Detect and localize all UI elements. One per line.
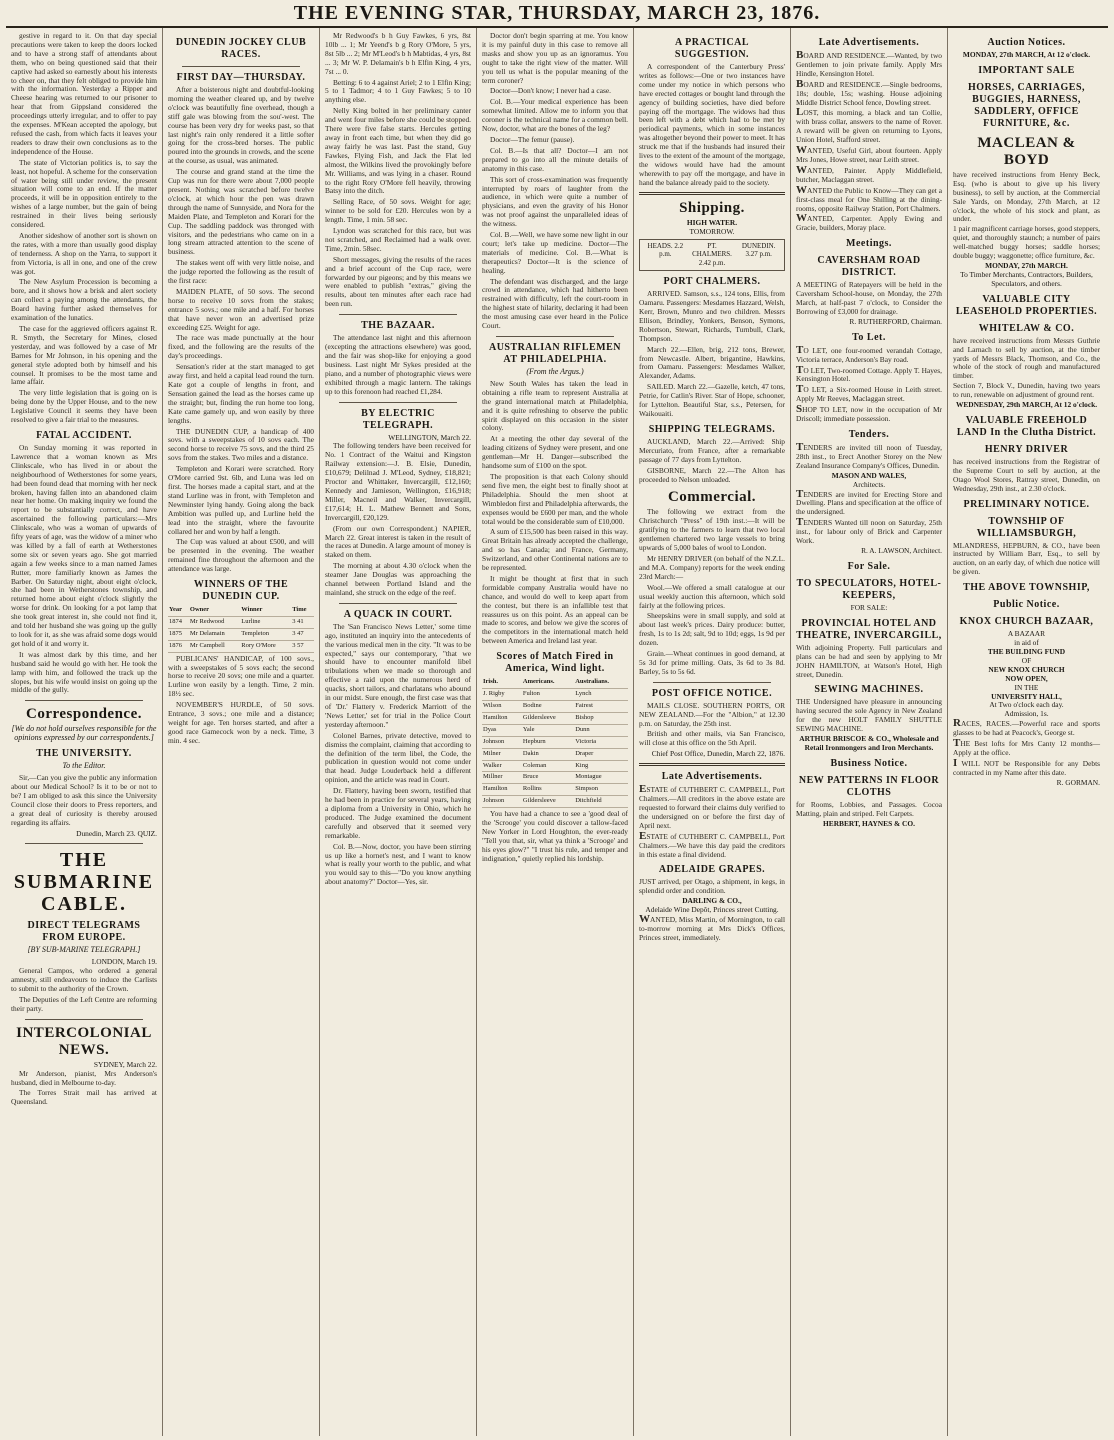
university-to: To the Editor. bbox=[62, 761, 106, 771]
cable-article: General Campos, who ordered a general amnesty, still endeavours to induce the Carlists to submit to the authority of the Crown. The Deputies of the Left Centre are reforming their party. bbox=[11, 966, 157, 1013]
adelaide-heading: ADELAIDE GRAPES. bbox=[658, 864, 766, 876]
business-heading: Business Notice. bbox=[830, 757, 908, 769]
post-office-sign: Chief Post Office, Dunedin, March 22, 1876. bbox=[651, 749, 785, 759]
hotel-heading: TO SPECULATORS, HOTEL-KEEPERS, bbox=[796, 577, 942, 601]
cable-heading: THE SUBMARINE CABLE. bbox=[13, 849, 155, 916]
university-heading: THE UNIVERSITY. bbox=[36, 748, 132, 760]
column-6 bbox=[791, 28, 948, 1436]
cable-subheading: DIRECT TELEGRAMS FROM EUROPE. bbox=[27, 920, 141, 944]
telegraph-heading: BY ELECTRIC TELEGRAPH. bbox=[361, 407, 435, 431]
whitelaw-ad: have received instructions from Messrs Guthrie and Larnach to sell by auction, at the timber yards of Messrs Black, Thomson, and Co., the whole of the stock of rough and manufactured timber. Section 7, Block V., Dunedin, having two years to run, renewable on adjustment of ground rent. bbox=[953, 335, 1100, 400]
scores-col-irish: Irish. bbox=[482, 677, 522, 688]
cable-dateline: LONDON, March 19. bbox=[91, 957, 157, 967]
sewing-ad: THE Undersigned have pleasure in announcing having secured the sole Agency in New Zealand for the new HOLT FAMILY SHUTTLE SEWING MACHINE. bbox=[796, 697, 942, 734]
public-notice-heading: Public Notice. bbox=[993, 599, 1060, 611]
tenders-heading: Tenders. bbox=[848, 429, 890, 440]
winners-heading: WINNERS OF THE DUNEDIN CUP. bbox=[193, 579, 289, 603]
important-sale: IMPORTANT SALE bbox=[978, 64, 1075, 76]
knox-line-10: Admission, 1s. bbox=[1004, 709, 1049, 719]
winners-table: Year Owner Winner Time 1874 Mr Redwood Lurline 3 41 1875 Mr Delamain Templeton 3 47 1876 Mr Campbell Rory O'More 3 57 bbox=[168, 605, 314, 653]
column-4 bbox=[477, 28, 634, 1436]
tenders-ads-2: TENDERS are invited for Erecting Store and Dwelling. Plans and specification at the office of the undersigned. TENDERS Wanted till noon on Saturday, 25th inst., for labour only of Brick and Carpenter Work. bbox=[796, 487, 942, 546]
knox-line-5: NEW KNOX CHURCH bbox=[988, 664, 1065, 674]
bazaar-article: The attendance last night and this afternoon (excepting the attractions elsewhere) was good, and the fair was shop-like for enjoying a good business. Last night Mr Sykes presided at the piano, and a number of photographic views were exhibited through a magic lantern. The takings up to this forenoon had reached £1,284. bbox=[325, 333, 471, 396]
scores-col-australians: Australians. bbox=[574, 677, 628, 688]
freehold-heading: VALUABLE FREEHOLD LAND In the Clutha District. bbox=[956, 414, 1097, 438]
port-heading: PORT CHALMERS. bbox=[663, 276, 761, 288]
column-1 bbox=[6, 28, 163, 1436]
adelaide-address: Adelaide Wine Depôt, Princes street Cutting. bbox=[645, 905, 779, 915]
knox-line-1: A BAZAAR bbox=[1007, 629, 1046, 639]
tender-sign: R. A. LAWSON, Architect. bbox=[861, 545, 942, 555]
australian-article: New South Wales has taken the lead in obtaining a rifle team to represent Australia at the grand international match at Philadelphia, and it is quite refreshing to observe the public spirit displayed on this occasion in the sister colony. At a meeting the other day several of the leading citizens of Sydney were present, and one gentleman—Mr H. Danger—subscribed the handsome sum of £100 on the spot. The proposition is that each Colony should send five men, the eight best to finally shoot at Philadelphia. Should the men shoot at Wimbledon first and Philadelphia afterwards, the expenses would be £600 per man, and the whole total would be the considerable sum of £10,000. A sum of £15,500 has been raised in this way. Great Britain has already accepted the challenge, and so has Canada; and France, Germany, Switzerland, and other Continental nations are to be represented. It might be thought at first that in such formidable company Australia would have no chance, and would do well to keep apart from the contest, but there is an infallible test that reassures us on this point. As an appeal can be made to scores, and below we give the scores of the competitors in the international match held between America and Ireland last year. bbox=[482, 378, 628, 646]
above-township: THE ABOVE TOWNSHIP, bbox=[963, 582, 1090, 594]
tide-subheading: TOMORROW. bbox=[689, 226, 735, 236]
port-article: ARRIVED. Samson, s.s., 124 tons, Ellis, from Oamaru. Passengers: Mesdames Hazzard, Welsh, Kerr, Brown, Munro and two children. Messrs Ellison, Brindley, Yonkers, Benson, Symons, Robertson, Stewart, Richards, Turnbull, Clark, Thompson. March 22.—Ellen, brig, 212 tons, Brewer, from Newcastle. Albert, brigantine, Hawkins, from Oamaru. Passengers: Mesdames Walker, Alexander, Adams. SAILED. March 22.—Gazelle, ketch, 47 tons, Petrie, for Catlin's River. Star of Hope, schooner, for Lyttelton. Beautiful Star, s.s., Petersen, for Waikouaiti. bbox=[639, 289, 785, 418]
correspondence-heading: Correspondence. bbox=[26, 706, 142, 723]
shipping-heading: Shipping. bbox=[679, 199, 745, 216]
to-let-ads: TO LET, one four-roomed verandah Cottage, Victoria terrace, Anderson's Bay road. TO LET, Two-roomed Cottage. Apply T. Hayes, Kensington Hotel. TO LET, a Six-roomed House in Leith street. Apply Mr Reeves, Maclaggan street. SHOP TO LET, now in the occupation of Mr Driscoll; immediate possession. bbox=[796, 343, 942, 424]
post-office-heading: POST OFFICE NOTICE. bbox=[651, 687, 773, 699]
knox-line-8: UNIVERSITY HALL, bbox=[991, 691, 1062, 701]
suggestion-article: A correspondent of the Canterbury Press' writes as follows:—One or two instances have come under my notice in which persons who have erected cottages or bought land through the agency of building societies, have died before paying off the mortgage. The widows had thus been left with a debt which had to be met by periodical payments, which in some instances was altogether beyond their power to meet. It has struck me that if the husbands had insured their lives to the extent of the amount of the mortgage, the widows would have had the amount wherewith to pay off the mortgage, and have in hand the balance already paid to the society. bbox=[639, 62, 785, 187]
tide-dunedin: DUNEDIN. 3.27 p.m. bbox=[741, 241, 776, 259]
tide-port-chalmers: PT. CHALMERS. 2.42 p.m. bbox=[692, 241, 732, 268]
races-subheading: FIRST DAY—THURSDAY. bbox=[176, 72, 306, 83]
university-letter: Sir,—Can you give the public any information about our Medical School? Is it to be or not to be? I am obliged to ask this since the University Council close their doors to Press reporters, and a great deal of curiosity is thereby aroused regarding its affairs. bbox=[11, 773, 157, 827]
adelaide-firm: DARLING & CO., bbox=[682, 896, 742, 906]
post-office-notice: MAILS CLOSE. SOUTHERN PORTS, OR NEW ZEALAND.—For the "Albion," at 12.30 p.m. on Saturday, the 25th inst. British and other mails, via San Francisco, will close at this office on the 5th April. bbox=[639, 700, 785, 748]
business-ad: for Rooms, Lobbies, and Passages. Cocoa Matting, plain and striped. Felt Carpets. bbox=[796, 799, 942, 818]
adelaide-ad: JUST arrived, per Otago, a shipment, in kegs, in splendid order and condition. bbox=[639, 877, 785, 896]
whitelaw-name: WHITELAW & CO. bbox=[978, 322, 1075, 334]
hotel-name: PROVINCIAL HOTEL AND THEATRE, INVERCARGILL, bbox=[796, 617, 942, 641]
tender-firm: MASON AND WALES, bbox=[831, 470, 907, 480]
knox-line-4: OF bbox=[1021, 655, 1032, 665]
wanted-ad: WANTED, Miss Martin, of Mornington, to call to-morrow morning at Mrs Dick's Offices, Princes street, immediately. bbox=[639, 913, 785, 942]
quack-heading: A QUACK IN COURT. bbox=[343, 608, 453, 620]
quack-article: The 'San Francisco News Letter,' some time ago, instituted an inquiry into the antecedents of the various medical men in the city. "It was to be expected," says our contemporary, "that we should have to encounter manifold libel tribulations when we made so thorough and effective a raid upon the numerous herd of quacks, short tailors, and charlatans who abound in our midst. Sure enough, the first case was that of 'Dr.' Flattery v. Frederick Marriott of the 'News Letter,' set for trial in the Police Court yesterday afternoon." Colonel Barnes, private detective, moved to dismiss the complaint, claiming that according to the definition of the term libel, the Code, the publication in question would not come under that head. Judge Louderback held a different opinion, and the article was read in Court. Dr. Flattery, having been sworn, testified that he had been in practice for several years, having a diploma from a University in Ohio, which he produced. The Judge examined the document carefully and observed that it seemed very remarkable. Col. B.—Now, doctor, you have been stirring us up like a hornet's nest, and I want to know what is really your worth to the public, and what you would say to this—"Do you know anything about anatomy?" Doctor—Yes, sir. bbox=[325, 621, 471, 887]
australian-source: (From the Argus.) bbox=[526, 367, 584, 376]
masthead-title: THE EVENING STAR, THURSDAY, MARCH 23, 1876. bbox=[6, 0, 1108, 28]
tender-firm-sub: Architects. bbox=[852, 479, 886, 489]
late-ads-5: ESTATE of CUTHBERT C. CAMPBELL, Port Chalmers.—All creditors in the above estate are requested to forward their claims duly verified to the undersigned on or before the first day of April next. ESTATE of CUTHBERT C. CAMPBELL, Port Chalmers.—We have this day paid the creditors in this estate a final dividend. bbox=[639, 783, 785, 859]
races-heading: DUNEDIN JOCKEY CLUB RACES. bbox=[175, 37, 307, 60]
tide-heading: HIGH WATER. bbox=[686, 217, 738, 227]
timber-heading: To Timber Merchants, Contractors, Builders, Speculators, and others. bbox=[960, 269, 1093, 288]
bazaar-heading: THE BAZAAR. bbox=[361, 320, 435, 332]
knox-line-3: THE BUILDING FUND bbox=[987, 647, 1066, 656]
late-ads-6: BOARD AND RESIDENCE.—Wanted, by two Gentlemen to join private family. Apply Mrs Hindle, Kensington Hotel. BOARD and RESIDENCE.—Single bedrooms, 18s; double, 15s; washing. House adjoining Middle District School fence, Dowling street. LOST, this morning, a black and tan Collie, with brass collar, answers to the name of Rover. A reward will be given on returning to Lyons, Union Hotel, Stafford street. WANTED, Useful Girl, about fourteen. Apply Mrs Jones, Howe street, near Leith street. WANTED, Painter. Apply Middlefield, butcher, Maclaggan street. WANTED the Public to Know—They can get a first-class meal for One Shilling at the dining-rooms, opposite Railway Station, Port Chalmers. WANTED, Carpenter. Apply Ewing and Gracie, builders, Moray place. bbox=[796, 49, 942, 233]
for-sale-heading: For Sale. bbox=[847, 560, 891, 572]
shipping-telegrams: AUCKLAND, March 22.—Arrived: Ship Mercuriato, from France, after a remarkable passage of 77 days from Lyttelton. GISBORNE, March 22.—The Alton has proceeded to Nelson unloaded. bbox=[639, 436, 785, 484]
scores-table-heading: Scores of Match Fired in America, Wind light. bbox=[496, 651, 614, 675]
races-article: After a boisterous night and doubtful-looking morning the weather cleared up, and by twelve o'clock was beautifully fine overhead, though a stiff gale was blowing from the sou'-west. The course has been very dry for weeks past, so that last night's rain only rendered it a little softer going for the cross-bred horses. The public poured into the grounds in crowds, and the scene at the course, as usual, was animated. The course and grand stand at the time the Cup was run for there were about 7,000 people present. Nothing was scratched before twelve o'clock, at which hour the pen was drawn through the name of Sunnyside, and Nora for the Maiden Plate, and Templeton and Korari for the Cup. The saddling paddock was thronged with visitors, and the pedestrians who came on in a long stream attracted attention to the scene of business. The stakes went off with very little noise, and the judge reported the following as the result of the first race: MAIDEN PLATE, of 50 sovs. The second horse to receive 10 sovs from the stakes; entrance 5 sovs.; one mile and a half. For horses that have never won an advertised prize exceeding £25. Weight for age. The race was made punctually at the hour fixed, and the following are the results of the day's proceedings. Sensation's rider at the start managed to get away first, and held a capital lead round the turn. Kate got a couple of lengths in front, and Sensation gained the lead as the horses came up the straight; but, finding the run home too long, Kate came gamely up, and won easily by three lengths. THE DUNEDIN CUP, a handicap of 400 sovs. with a sweepstakes of 10 sovs each. The second horse to receive 75 sovs, and the third 25 sovs from the stakes. Two miles and a distance. Templeton and Korari were scratched. Rory O'More carried 9st. 6lb, and Luna was led on first. The horses made a capital start, and at the stand Lurline was in front, with Templeton and Newminster lying handy. Going along the back Ambition was pulled up, and Lurline held the lead into the straight, where the favourite collared her and won by half a length. The Cup was valued at about £500, and will be presented in the evening. The weather remained fine throughout the afternoon and the attendance was large. bbox=[168, 85, 314, 574]
sewing-heading: SEWING MACHINES. bbox=[814, 684, 924, 696]
meeting-sign: R. RUTHERFORD, Chairman. bbox=[849, 316, 942, 326]
scores-note: You have had a chance to see a 'good deal of the 'Scrooge' you could discover a tallow-faced New Yorker in Lord Houghton, the ever-ready "Tell you that, sir, what ya think a 'Scrooge' and his eyes glow?" "I trust his rule, and temper and indignation," quietly replied his lordship. bbox=[482, 809, 628, 863]
column-3 bbox=[320, 28, 477, 1436]
knox-heading: KNOX CHURCH BAZAAR, bbox=[959, 616, 1094, 628]
races-article-cont: PUBLICANS' HANDICAP, of 100 sovs., with a sweepstakes of 5 sovs each; the second horse to receive 20 sovs; one mile and a quarter. Lurline won easily by a length. Time, 2 min. 18½ sec. NOVEMBER'S HURDLE, of 50 sovs. Entrance, 3 sovs.; one mile and a distance; weight for age. Ten horses started, and after a good race Gamecock won by a neck. Time, 3 min. 4 sec. bbox=[168, 653, 314, 745]
hotel-subheading: FOR SALE: bbox=[850, 602, 888, 612]
column-7 bbox=[948, 28, 1105, 1436]
suggestion-heading: A PRACTICAL SUGGESTION. bbox=[674, 37, 750, 60]
knox-line-7: IN THE bbox=[1014, 682, 1039, 692]
knox-line-2: in aid of bbox=[1014, 638, 1039, 648]
late-ads-heading-5: Late Advertisements. bbox=[661, 771, 763, 783]
wednesday-sale: WEDNESDAY, 29th MARCH, At 12 o'clock. bbox=[955, 400, 1098, 410]
township-heading: TOWNSHIP OF WILLIAMSBURGH, bbox=[976, 515, 1077, 539]
races-results: Mr Redwood's b h Guy Fawkes, 6 yrs, 8st 10lb ... 1; Mr Yeend's b g Rory O'More, 5 yrs, 8st 5lb ... 2; Mr M'Leod's b h Mabtidas, 4 yrs, 8st ... 3; Mr W. P. Delamain's b h Elfin King, 4 yrs, 7st ... 0. Betting: 6 to 4 against Ariel; 2 to 1 Elfin King; 5 to 1 Tadmor; 4 to 1 Guy Fawkes; 5 to 10 anything else. Nelly King bolted in her preliminary canter and went four miles before she could be stopped. There were five false starts. Hercules getting away in front each time, but when they did go away fairly he was last. Past the stand, Guy Fawkes, Flying Fish, and Jack the Flat led almost, the Wilkins lived the provokingly before Mr. Williams, and was lying in a chaser. Round to the right Rory O'More fell heavily, throwing Batsy into the ditch. Selling Race, of 50 sovs. Weight for age; winner to be sold for £20. Hercules won by a length. Time, 1 min. 58 sec. Lyndon was scratched for this race, but was not scratched, and Reclaimed had a walk over. Time, 2min. 58sec. Short messages, giving the results of the races and a brief account of the Cup race, were forwarded by our pigeons; and by this means we were enabled to publish "extras," giving the results, about ten minutes after each race had been run. bbox=[325, 31, 471, 309]
auction-date: MONDAY, 27th MARCH, At 12 o'clock. bbox=[962, 50, 1091, 59]
knox-line-6: NOW OPEN, bbox=[1005, 673, 1048, 683]
business-firm: HERBERT, HAYNES & CO. bbox=[823, 818, 915, 828]
leasehold-heading: VALUABLE CITY LEASEHOLD PROPERTIES. bbox=[955, 293, 1098, 317]
australian-heading: AUSTRALIAN RIFLEMEN AT PHILADELPHIA. bbox=[488, 342, 621, 365]
auction-heading: Auction Notices. bbox=[987, 37, 1066, 48]
meeting-notice: A MEETING of Ratepayers will be held in the Caversham School-house, on Monday, the 27th March, at half-past 7 o'clock, to Consider the Borrowing of £3,000 for drainage. bbox=[796, 280, 942, 316]
university-sign: Dunedin, March 23. QUIZ. bbox=[76, 828, 157, 838]
column-2 bbox=[163, 28, 320, 1436]
meeting-title: CAVERSHAM ROAD DISTRICT. bbox=[817, 255, 921, 279]
meetings-heading: Meetings. bbox=[846, 238, 892, 250]
shipping-telegrams-heading: SHIPPING TELEGRAMS. bbox=[648, 423, 776, 435]
monday-sale: MONDAY, 27th MARCH. bbox=[985, 260, 1068, 270]
col7-sign: R. GORMAN. bbox=[1056, 777, 1100, 787]
tide-table bbox=[639, 239, 785, 272]
intercolonial-heading: INTERCOLONIAL NEWS. bbox=[16, 1024, 152, 1058]
sewing-sign: ARTHUR BRISCOE & CO., Wholesale and Retail Ironmongers and Iron Merchants. bbox=[799, 734, 939, 752]
hotel-ad: With adjoining Property. Full particulars and plans can be had and seen by applying to Mr JOHN HAMILTON, at Watson's Hotel, High street, Dunedin. bbox=[796, 642, 942, 679]
commercial-heading: Commercial. bbox=[667, 489, 757, 506]
fatal-accident-heading: FATAL ACCIDENT. bbox=[36, 429, 132, 441]
floor-cloths-heading: NEW PATTERNS IN FLOOR CLOTHS bbox=[798, 774, 940, 798]
tenders-ads: TENDERS are invited till noon of Tuesday, 28th inst., to Erect Another Storey on the New Zealand Insurance Company's Offices, Dunedin. bbox=[796, 441, 942, 470]
scores-table: Irish. Americans. Australians. J. Rigby Fulton Lynch Wilson Bodine Fairest Hamilton Gildersleeve Bishop Dyas Yale Dunn Johnson Hepburn Victoria Milner Dakin Draper Walker Coleman King Millner Bruce Montague Hamilton Rollins Simpson Johnson Gildersleeve Ditchfield bbox=[482, 677, 628, 808]
intercolonial-article: Mr Anderson, pianist, Mrs Anderson's husband, died in Melbourne to-day. The Torres Strait mail has arrived at Queensland. bbox=[11, 1068, 157, 1107]
township-ad: MLANDRESS, HEPBURN, & CO., have been instructed by William Barr, Esq., to sell by auction, on an early day, of which due notice will be given. bbox=[953, 540, 1100, 577]
telegraph-article: The following tenders have been received for No. 1 Contract of the Waitui and Kingston Railway extension:—J. B. Elsie, Dunedin, £10,679; Delilnad J. M'Leod, Sydney, £18,821; Proctor and Whittaker, Invercargill, £12,160; Kennedy and Jamieson, Wellington, £16,918; Miller, Macneil and Walker, Invercargill, £17,614; H. L. Mathew Bennett and Sons, Invercargill, £20,129. (From our own Correspondent.) NAPIER, March 22. Great interest is taken in the result of the races at Dunedin. A large amount of money is staked on them. The morning at about 4.30 o'clock when the steamer Jane Douglas was approaching the channel between Portland Island and the mainland, she struck on the edge of the reef. bbox=[325, 441, 471, 597]
auctioneer-name: MACLEAN & BOYD bbox=[977, 134, 1076, 168]
tide-heads: HEADS. 2.2 p.m. bbox=[647, 241, 684, 259]
late-ads-heading-6: Late Advertisements. bbox=[818, 37, 920, 48]
horses-ad: have received instructions from Henry Beck, Esq. (who is about to give up his livery business), to sell by auction, at the Commercial Sale Yards, on Monday, 27th March, at 12 o'clock, the whole of his stock and plant, as under. 1 pair magnificent carriage horses, good steppers, quiet, and thoroughly staunch; a number of pairs well-matched buggy horses; saddle horses; double buggy; waggonette; office furniture, &c. bbox=[953, 169, 1100, 261]
telegraph-dateline: WELLINGTON, March 22. bbox=[388, 432, 471, 442]
knox-line-9: At Two o'clock each day. bbox=[989, 700, 1064, 710]
horses-heading: HORSES, CARRIAGES, BUGGIES, HARNESS, SADDLERY, OFFICE FURNITURE, &c. bbox=[967, 81, 1086, 129]
quack-article-cont: Doctor don't begin sparring at me. You know it is my painful duty in this case to remove all masks and show you up as an ignoramus. You ought to take the right view of the matter. Will you tell us what is the popular meaning of the term coroner? Doctor—Don't know; I never had a case. Col. B.—Your medical experience has been somewhat limited. Allow me to inform you that coroner is the technical name for a common bell. Now, doctor, what are the bones of the leg? Doctor—The femur (pause). Col. B.—Is that all? Doctor—I am not prepared to go into all the minute details of anatomy in this case. This sort of cross-examination was frequently interrupted by roars of laughter from the audience, in which were quite a number of physicians, and even the gravity of his Honor was not proof against the unparalleled ideas of the witness. Col. B.—Well, we have some new light in our court; let's take up medicine. Doctor—The materials of medicine. Col. B.—What is therapeutics? Doctor—It is the science of healing. The defendant was discharged, and the large crowd in attendance, which had hitherto been restrained with difficulty, left the court-room in the highest state of hilarity, declaring it had been the most amusing case ever heard in the Police Court. bbox=[482, 31, 628, 331]
opening-article: gestive in regard to it. On that day special precautions were taken to keep the doors locked and to have a strong staff of attendants about them, who on being questioned said that their captive had asked so earnestly about his interests to cheer on, that they felt obliged to provide him with the information. Yesterday a Ripper and Cheese hearing was returned to our prisoner to hear that from Gippsland considered the proceedings utterly irregular, and to offer to pay the expenses. M'Kean accepted the apology, but refused the cash, from which facts it leaves your readers to draw their own conclusions as to the independence of the House. The state of Victorian politics is, to say the least, not hopeful. A scheme for the conservation of water being still under review, the present situation will come to an end. If the matter proceeds, it will be in opposition entirely to the wishes of a large number, but the gain of being restrained in their lives being seriously considered. Another sideshow of another sort is shown on the rates, with a more than usually good display of tenderness. A shop on the Yarra, to support it from Victoria, is all in one, and one of the crew was got. The New Asylum Procession is becoming a bore, and it shows how a brisk and alert society can collect a paying among the attendants, the Board having further asked themselves for examination of the lunatics. The case for the aggrieved officers against R. R. Smyth, the Secretary for Mines, closed yesterday, and was followed by a case of Mr Barnes for Mr Johnson, in his opening and the general style adopted both by himself and his counsel. It promises to be the most tame and lame affair. The very little legislation that is going on is being done by the Upper House, and to the new Legislative Council it seems they have been resolved to give a fair trial to the measures. bbox=[11, 31, 157, 425]
scores-col-americans: Americans. bbox=[522, 677, 574, 688]
intercolonial-dateline: SYDNEY, March 22. bbox=[93, 1059, 157, 1069]
col7-notices: RACES, RACES.—Powerful race and sports glasses to be had at Peacock's, George st. THE Best lofts for Mrs Canty 12 months—Apply at the office. I WILL NOT be Responsible for any Debts contracted in my Name after this date. bbox=[953, 717, 1100, 777]
cable-by-line: [BY SUB-MARINE TELEGRAPH.] bbox=[27, 945, 141, 955]
column-5 bbox=[634, 28, 791, 1436]
correspondence-note: [We do not hold ourselves responsible for the opinions expressed by our correspondents.] bbox=[11, 724, 157, 743]
to-let-heading: To Let. bbox=[852, 331, 886, 343]
driver-ad: has received instructions from the Registrar of the Supreme Court to sell by auction, at the Otago Wool Stores, Rattray street, Dunedin, on Wednesday, 29th inst., at 2.30 o'clock. bbox=[953, 456, 1100, 493]
fatal-accident-article: On Sunday morning it was reported in Lawrence that a woman known as Mrs Clinkscale, who has lived in or about the neighbourhood of Wetherstones for some years, had been found dead that morning with her neck broken, having fallen into an abandoned claim near her home. On making inquiry we found the report to be substantially correct, and have ascertained the following particulars:—Mrs Clinkscale, who was a woman of upwards of fifty years of age, was the widow of a miner who was killed by a fall of earth at Wetherstones some six or seven years ago. She got married again a few weeks since to a man named James Rutter, more familiarly known as James the Barber. On Saturday night, about eight o'clock, she had been in Wetherstones township, and returned home about eight o'clock slightly the worse for drink. On looking for a pot lamp that she took great interest in, she could not find it, and told her husband she was going up the gully to look for it, as she was afraid some dogs would get hold of it and worry it. It was almost dark by this time, and her husband said he would go with her. He took the lamp with him, and followed the track up the slopes, but his wife would insist on going up the middle of the gully. bbox=[11, 442, 157, 695]
commercial-article: The following we extract from the Christchurch "Press" of 19th inst.:—It will be gratifying to the farmers to learn that two local gentlemen chartered two large vessels to bring upwards of 5,000 bales of wool to London. Mr HENRY DRIVER (on behalf of the N.Z.L. and M.A. Company) reports for the week ending 23rd March:— Wool.—We offered a small catalogue at our usual weekly auction this afternoon, which sold fairly at the following prices. Sheepskins were in small supply, and sold at about last week's prices. Dairy produce: butter, fresh, 1s to 1s 2d; salt, 9d to 10d; eggs, 1s 9d per dozen. Grain.—Wheat continues in good demand, at 5s 3d for prime milling. Oats, 3s 6d to 3s 8d. Barley, 5s to 5s 6d. bbox=[639, 507, 785, 676]
driver-name: HENRY DRIVER bbox=[984, 443, 1069, 455]
columns bbox=[6, 28, 1108, 1436]
prelim-heading: PRELIMINARY NOTICE. bbox=[963, 498, 1090, 510]
